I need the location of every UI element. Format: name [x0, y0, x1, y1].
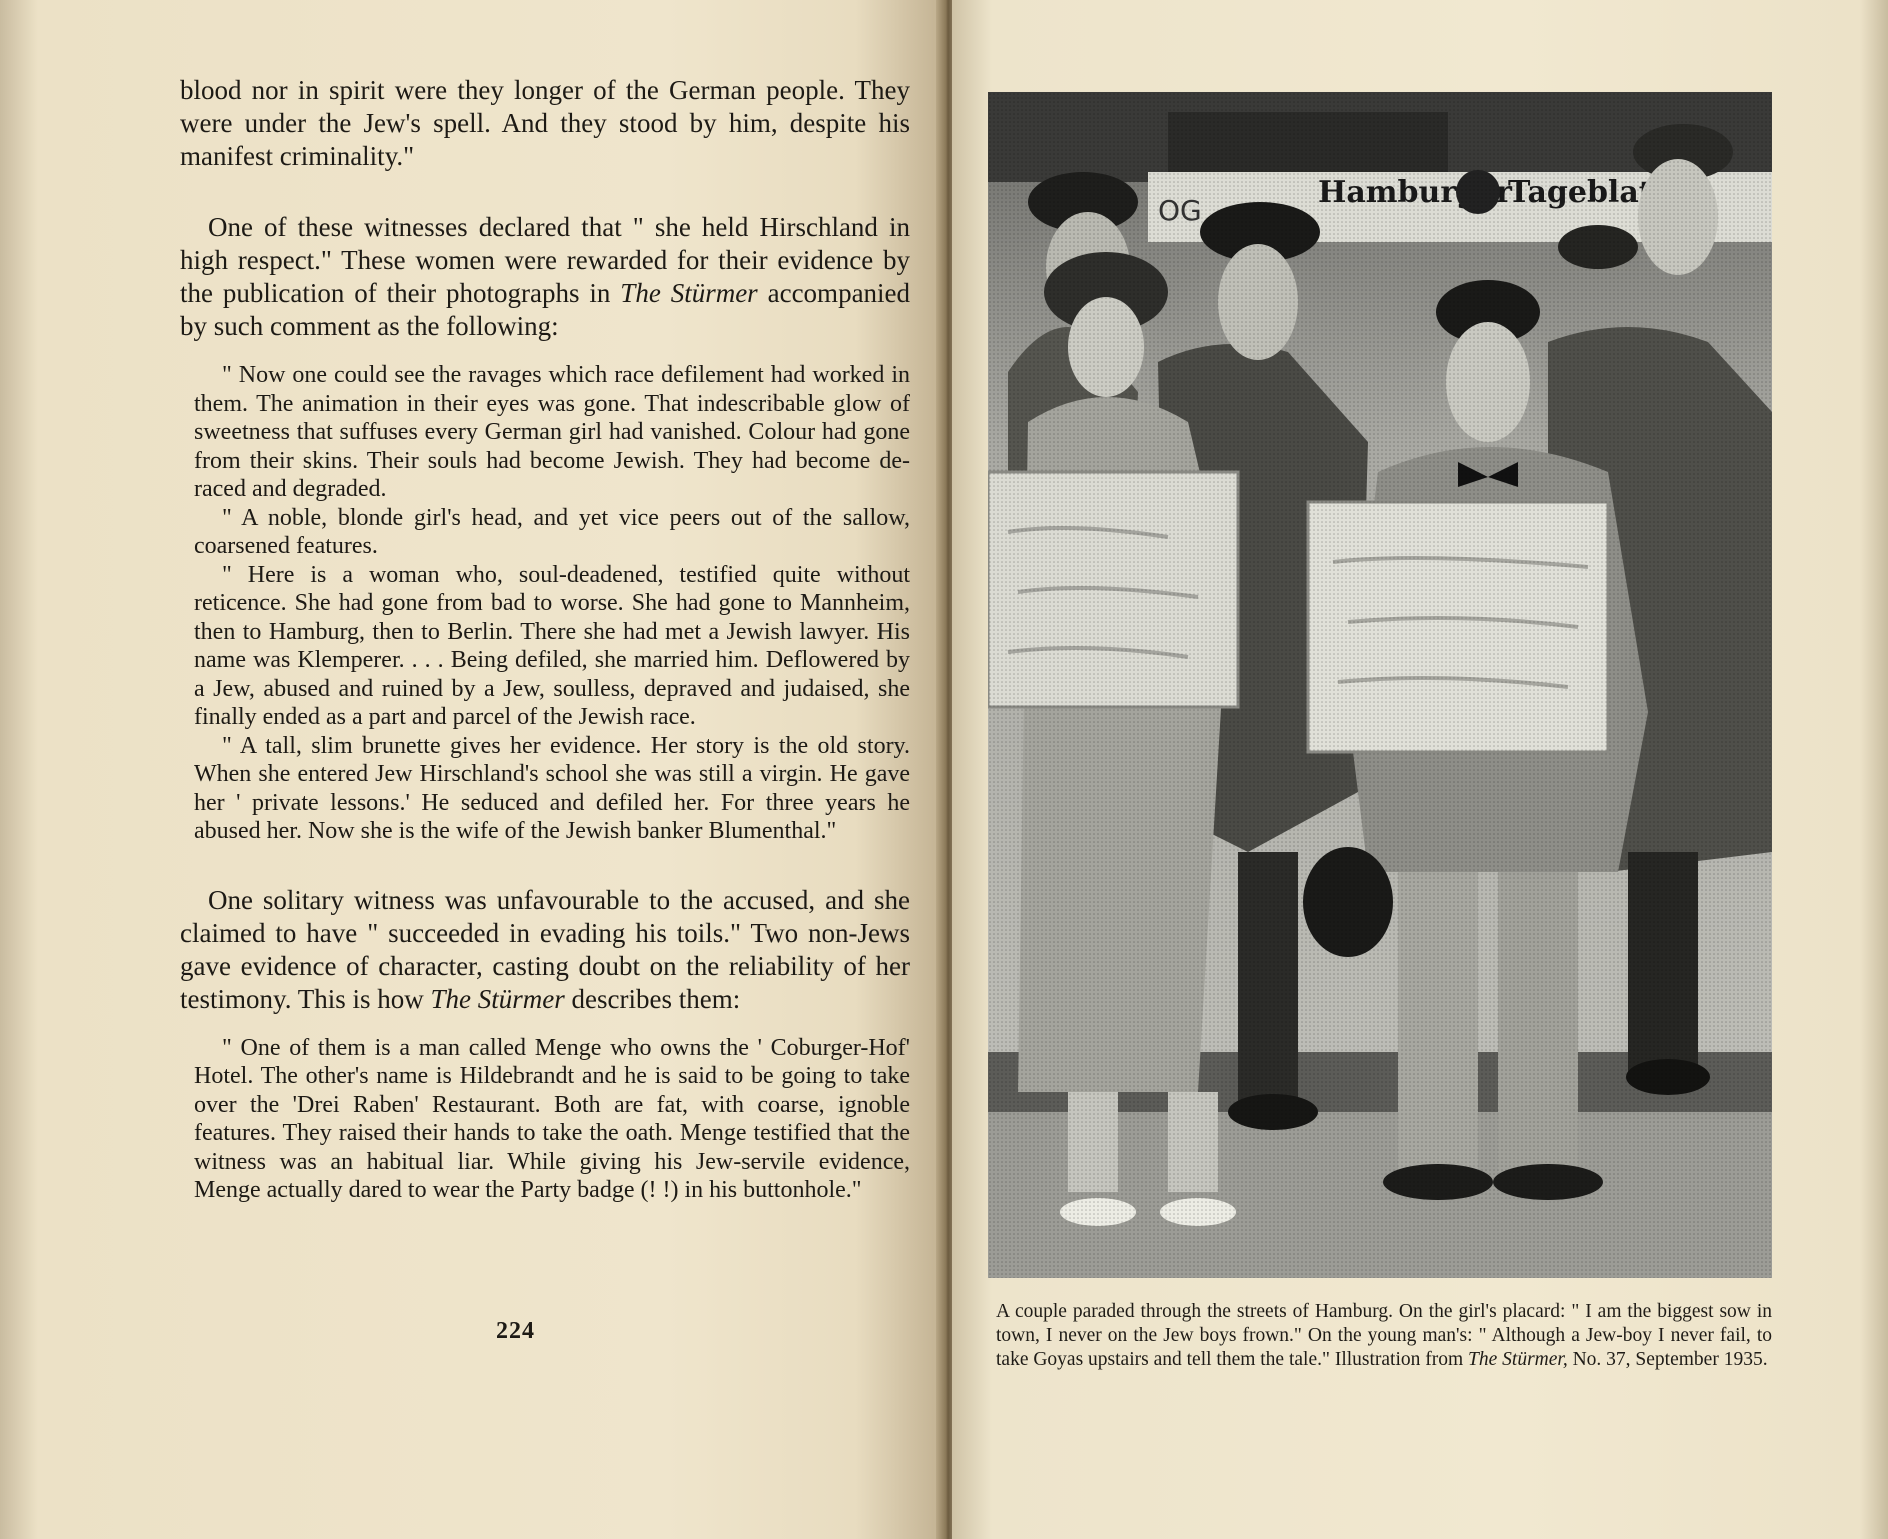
page-number: 224 — [496, 1318, 535, 1344]
photo-caption — [996, 1300, 1772, 1372]
quote-5: " One of them is a man called Menge who owns the ' Coburger-Hof' Hotel. The other's name is Hildebrandt and he is said to be going to take over the 'Drei Raben' Restaurant. Both are fat, with coarse, ignoble features. They raised their hands to take the oath. Menge testified that the witness was an habitual liar. While giving his Jew-servile evidence, Menge actually dared to wear the Party badge (! !) in his buttonhole." — [194, 1034, 910, 1203]
paragraph-2 — [180, 211, 910, 343]
halftone-photograph — [988, 92, 1772, 1278]
publication-title-2: The Stürmer — [430, 983, 565, 1014]
paragraph-4-text: One solitary witness was unfavourable to the accused, and she claimed to have " succeeded in evading his toils." Two non-Jews gave evidence of character, casting doubt on the reliability of her testimony. This is how — [180, 884, 910, 1014]
caption-issue: No. 37, September 1935. — [1572, 1349, 1768, 1370]
paragraph-4-end: describes them: — [571, 983, 741, 1014]
quote-1: " Now one could see the ravages which race defilement had worked in them. The animation in their eyes was gone. That indescribable glow of sweetness that suffuses every German girl had vanished. Colour had gone from their skins. Their souls had become Jewish. They had become de-raced and degraded. — [194, 362, 910, 502]
paragraph-1: blood nor in spirit were they longer of the German people. They were under the Jew's spell. And they stood by him, despite his manifest criminality." — [180, 75, 910, 171]
paragraph-2-end: accompanied by such comment as the following: — [180, 278, 911, 341]
left-text-column — [180, 74, 910, 1205]
caption-publication: The Stürmer, — [1468, 1349, 1568, 1370]
quote-3: " Here is a woman who, soul-deadened, testified quite without reticence. She had gone from bad to worse. She had gone to Mannheim, then to Hamburg, then to Berlin. There she had met a Jewish lawyer. His name was Klemperer. . . . Being defiled, she married him. Deflowered by a Jew, abused and ruined by a Jew, soulless, depraved and judaised, she finally ended as a part and parcel of the Jewish race. — [194, 561, 910, 730]
paragraph-4 — [180, 884, 910, 1016]
publication-title: The Stürmer — [620, 278, 758, 308]
quote-4: " A tall, slim brunette gives her evidence. Her story is the old story. When she entered Jew Hirschland's school she was still a virgin. He gave her ' private lessons.' He seduced and defiled her. For three years he abused her. Now she is the wife of the Jewish banker Blumenthal." — [194, 732, 910, 844]
paragraph-2-text: One of these witnesses declared that " she held Hirschland in high respect." These women were rewarded for their evidence by the publication of their photographs in — [180, 212, 910, 308]
caption-text: A couple paraded through the streets of Hamburg. On the girl's placard: " I am the biggest sow in town, I never on the Jew boys frown." On the young man's: " Although a Jew-boy I never fail, to take Goyas upstairs and tell them the tale." Illustration from — [996, 1301, 1772, 1370]
quote-2: " A noble, blonde girl's head, and yet vice peers out of the sallow, coarsened features. — [194, 504, 910, 559]
photo-illustration — [988, 92, 1772, 1278]
right-page — [952, 0, 1888, 1539]
